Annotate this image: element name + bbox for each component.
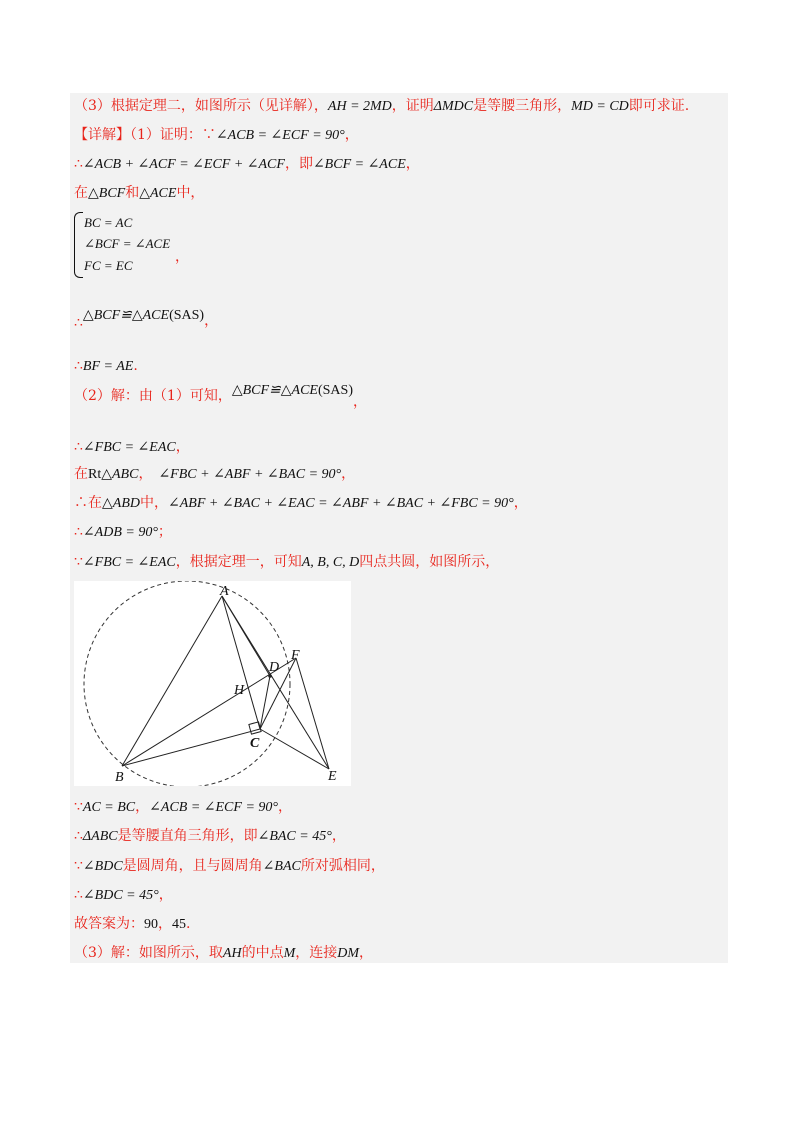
line-inscribed-angle: ∵∠BDC是圆周角，且与圆周角∠BAC所对弧相同， [74,858,385,874]
label-b: B [115,770,124,785]
system-brace [74,212,83,278]
line-answer: 故答案为：90，45. [74,916,191,932]
line-adb: ∴∠ADB = 90°； [74,524,172,540]
system-eq-2: ∠BCF = ∠ACE [84,236,171,251]
line-triangles: 在△BCF和△ACE中， [74,185,205,201]
label-d: D [269,660,280,675]
line-isosceles: ∴ΔABC是等腰直角三角形，即∠BAC = 45°， [74,828,346,844]
segment-ad [222,596,270,676]
line-detail-heading: 【详解】（1）证明：∵∠ACB = ∠ECF = 90°， [74,127,359,143]
segment-ba [122,596,222,766]
system-eq-1: BC = AC [84,215,133,230]
line-angle-sum: ∴∠ACB + ∠ACF = ∠ECF + ∠ACF，即∠BCF = ∠ACE， [74,156,420,172]
circumcircle [84,581,290,786]
line-fbc-eac: ∴∠FBC = ∠EAC， [74,439,190,455]
segment-dc [260,676,270,729]
line-ac-bc: ∵AC = BC，∠ACB = ∠ECF = 90°， [74,799,292,815]
figure-canvas [74,581,351,786]
label-a: A [220,584,229,599]
line-rt-abc: 在Rt△ABC， ∠FBC + ∠ABF + ∠BAC = 90°， [74,466,356,482]
system-comma: ， [175,249,189,265]
answer-2: 45 [172,917,186,932]
line-bf-ae: ∴BF = AE. [74,358,138,374]
label-e: E [328,769,337,784]
line-concyclic: ∵∠FBC = ∠EAC，根据定理一，可知A, B, C, D四点共圆，如图所示， [74,554,500,570]
line-abd: ∴在△ABD中，∠ABF + ∠BAC + ∠EAC = ∠ABF + ∠BAC + ∠FBC = 90°， [74,495,528,511]
segment-ac [222,596,260,729]
label-f: F [291,648,300,663]
segment-bc [122,729,260,766]
line-congruent: ∴△BCF≌△ACE(SAS)， [74,308,219,331]
geometry-figure [74,581,351,786]
label-c: C [250,736,260,751]
line-part-2: （2）解：由（1）可知，△BCF≌△ACE(SAS)， [74,383,367,410]
line-hint-3: （3）根据定理二，如图所示（见详解），AH = 2MD，证明ΔMDC是等腰三角形，MD = CD即可求证. [74,98,690,114]
line-bdc: ∴∠BDC = 45°， [74,887,173,903]
detail-tag: 【详解】 [74,127,130,143]
label-h: H [234,683,245,698]
line-part-3: （3）解：如图所示，取AH的中点M，连接DM， [74,945,374,961]
system-eq-3: FC = EC [84,258,133,273]
answer-1: 90 [144,917,158,932]
